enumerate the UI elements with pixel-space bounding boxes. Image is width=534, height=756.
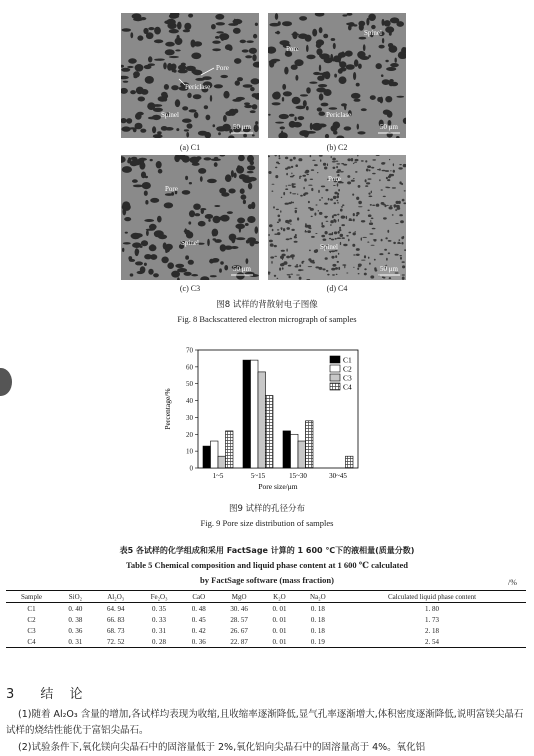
table-cell: C1: [27, 604, 36, 613]
table-cell: 0. 18: [310, 615, 325, 624]
table-cell: 0. 31: [152, 626, 167, 635]
y-tick-label: 60: [186, 363, 193, 372]
x-tick-label: 1~5: [212, 472, 224, 480]
col-cao: CaO: [180, 591, 217, 603]
col-al2o3: Al₂O₃: [94, 591, 138, 603]
table-cell: 0. 36: [180, 636, 217, 648]
table-cell: C3: [27, 626, 36, 635]
bar-c3-0: [218, 456, 226, 468]
label-pore: Pore: [165, 185, 178, 193]
legend-swatch: [330, 365, 340, 372]
table-cell: 0. 42: [191, 626, 206, 635]
label-pore: Pore: [328, 175, 341, 183]
col-na2o: Na₂O: [298, 591, 338, 603]
bar-c4-2: [306, 421, 314, 468]
table-cell: 0. 28: [138, 636, 181, 648]
table-cell: 2. 54: [338, 636, 526, 648]
x-tick-label: 15~30: [289, 472, 307, 480]
fig8-caption-en: Fig. 8 Backscattered electron micrograph of samples: [177, 314, 357, 324]
caption-a: (a) C1: [179, 143, 201, 152]
col-liquid-phase: Calculated liquid phase content: [338, 591, 526, 603]
legend-label: C1: [343, 355, 352, 365]
table-cell: 1. 80: [424, 604, 439, 613]
legend-swatch: [330, 374, 340, 381]
micrograph-c3-image: [121, 155, 259, 280]
table-header-row: [6, 591, 526, 603]
table-cell: 0. 31: [57, 636, 94, 648]
caption-b: (b) C2: [326, 143, 348, 152]
micrograph-c1: [121, 13, 259, 138]
paragraph-2: (2)试验条件下,氧化镁向尖晶石中的固溶量低于 2%,氧化铝向尖晶石中的固溶量高于 4%。氧化铝: [18, 742, 426, 753]
scale-bar-label: 50 μm: [233, 265, 251, 273]
table-cell: 0. 48: [191, 604, 206, 613]
table-cell: 0. 40: [68, 604, 83, 613]
section-heading: [6, 683, 89, 702]
y-tick-label: 20: [186, 430, 193, 439]
bar-c2-0: [211, 441, 219, 468]
table-cell: 26. 67: [230, 626, 248, 635]
table-cell: 28. 57: [230, 615, 248, 624]
paragraph-1: (1)随着 Al₂O₃ 含量的增加,各试样均表现为收缩,且收缩率逐渐降低,显气孔率逐渐增大,体积密度逐渐降低,说明富镁尖晶石试样的烧结性能优于富铝尖晶石。: [6, 709, 524, 736]
micrograph-c2-image: [268, 13, 406, 138]
table-row: [6, 603, 526, 615]
table5-title-en-line2: by FactSage software (mass fraction): [200, 575, 334, 585]
bar-c4-1: [266, 396, 274, 468]
table-cell: 0. 36: [68, 626, 83, 635]
table-cell: 0. 01: [272, 615, 287, 624]
table-cell: 0. 18: [310, 626, 325, 635]
table-cell: 0. 38: [68, 615, 83, 624]
table-cell: 0. 18: [310, 604, 325, 613]
table-cell: 1. 73: [424, 615, 439, 624]
table-cell: 0. 01: [261, 636, 298, 648]
x-axis-label: Pore size/μm: [258, 482, 298, 491]
table-row: [6, 614, 526, 625]
col-sample: Sample: [6, 591, 57, 603]
table-cell: 30. 46: [230, 604, 248, 613]
scale-bar-label: 50 μm: [380, 123, 398, 131]
table-cell: 0. 19: [298, 636, 338, 648]
label-periclase: Periclase: [326, 111, 352, 119]
scale-bar-label: 50 μm: [380, 265, 398, 273]
caption-d: (d) C4: [326, 284, 348, 293]
col-k2o: K₂O: [261, 591, 298, 603]
table5-title-cn: 表5 各试样的化学组成和采用 FactSage 计算的 1 600 ℃下的液相量(质量分数): [119, 546, 415, 555]
micrograph-c2: [268, 13, 406, 138]
bar-c3-2: [298, 441, 306, 468]
table-cell: 0. 33: [152, 615, 167, 624]
legend-swatch: [330, 383, 340, 390]
y-tick-label: 30: [186, 413, 193, 422]
y-axis-label: Percentage/%: [163, 388, 172, 430]
pore-size-chart: [160, 340, 370, 500]
table5-unit: /%: [508, 578, 517, 587]
table-cell: 68. 73: [106, 626, 125, 635]
table-cell: 0. 45: [191, 615, 206, 624]
label-spinel: Spinel: [320, 243, 338, 251]
y-tick-label: 40: [186, 397, 193, 406]
micrograph-c4: [268, 155, 406, 280]
bar-c1-2: [283, 431, 291, 468]
legend-label: C3: [343, 373, 352, 383]
label-pore: Pore: [216, 64, 229, 72]
micrograph-c4-image: [268, 155, 406, 280]
label-pore: Pore: [286, 45, 299, 53]
section-number: 3: [6, 687, 21, 702]
col-sio2: SiO₂: [57, 591, 94, 603]
bar-c3-1: [258, 372, 266, 468]
micrograph-c1-image: [121, 13, 259, 138]
y-tick-label: 10: [186, 447, 193, 456]
y-tick-label: 50: [186, 380, 193, 389]
table-cell: 64. 94: [106, 604, 125, 613]
legend-label: C4: [343, 382, 352, 392]
fig8-caption-cn: 图8 试样的背散射电子图像: [216, 300, 318, 310]
section-title: 结 论: [40, 687, 89, 702]
table-cell: 22. 87: [217, 636, 261, 648]
label-spinel: Spinel: [161, 111, 179, 119]
caption-c: (c) C3: [179, 284, 201, 293]
x-tick-label: 5~15: [250, 472, 266, 480]
table-cell: 0. 01: [272, 604, 287, 613]
legend-swatch: [330, 356, 340, 363]
bar-c4-3: [346, 456, 354, 468]
y-tick-label: 70: [186, 346, 193, 355]
micrograph-c3: [121, 155, 259, 280]
y-tick-label: 0: [189, 464, 193, 473]
col-fe2o3: Fe₂O₃: [138, 591, 181, 603]
table-cell: C2: [27, 615, 36, 624]
bar-c1-0: [203, 446, 211, 468]
table-cell: 0. 35: [152, 604, 167, 613]
fig9-caption-en: Fig. 9 Pore size distribution of samples: [200, 518, 334, 528]
scroll-handle[interactable]: [0, 368, 12, 396]
table5-title-en-line1: Table 5 Chemical composition and liquid phase content at 1 600 ℃ calculated: [126, 560, 408, 570]
table-cell: 2. 18: [424, 626, 439, 635]
bar-c4-0: [226, 431, 234, 468]
x-tick-label: 30~45: [329, 472, 347, 480]
bar-c2-2: [291, 434, 299, 468]
table-row: [6, 625, 526, 636]
table-cell: 0. 01: [272, 626, 287, 635]
fig9-caption-cn: 图9 试样的孔径分布: [228, 504, 306, 514]
table-row: [6, 636, 526, 648]
label-periclase: Periclase: [185, 83, 211, 91]
col-mgo: MgO: [217, 591, 261, 603]
label-spinel: Spinel: [181, 239, 199, 247]
table-cell: C4: [6, 636, 57, 648]
table5: [6, 590, 526, 648]
bar-c2-1: [251, 360, 259, 468]
table-cell: 72. 52: [94, 636, 138, 648]
bar-c1-1: [243, 360, 251, 468]
label-spinel: Spinel: [364, 29, 382, 37]
scale-bar-label: 50 μm: [233, 123, 251, 131]
table-cell: 66. 83: [106, 615, 125, 624]
legend-label: C2: [343, 364, 352, 374]
